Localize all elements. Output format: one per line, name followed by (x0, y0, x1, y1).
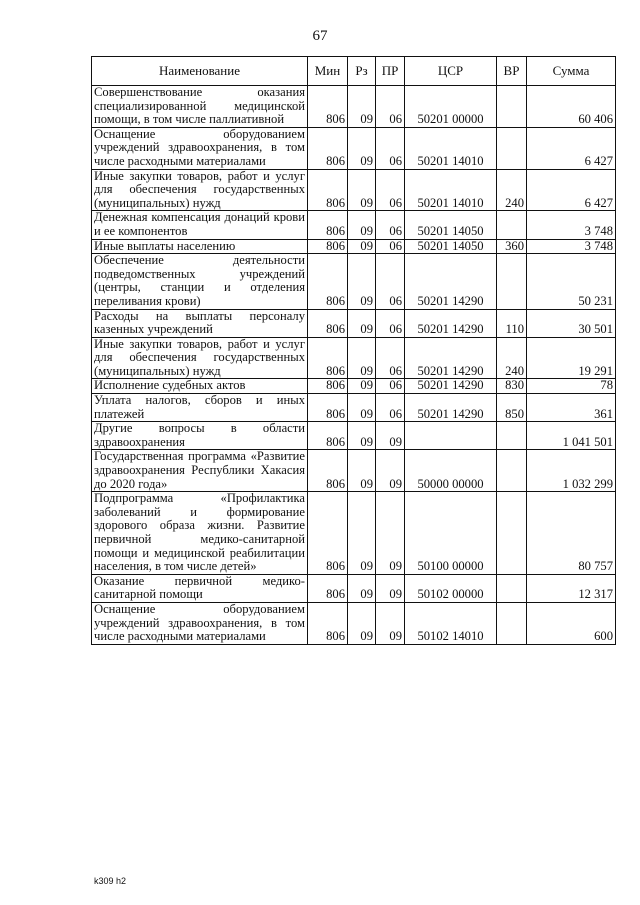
cell-name: Государственная программа «Развитие здравоохранения Республики Хакасия до 2020 года» (92, 450, 308, 492)
cell-vr (497, 422, 527, 450)
cell-min: 806 (308, 379, 348, 394)
header-sum: Сумма (527, 57, 616, 86)
cell-csr: 50201 14290 (405, 394, 497, 422)
cell-name: Оказание первичной медико-санитарной помощи (92, 574, 308, 602)
cell-name: Уплата налогов, сборов и иных платежей (92, 394, 308, 422)
cell-vr (497, 492, 527, 575)
cell-pr: 09 (376, 422, 405, 450)
table-body (92, 86, 616, 645)
cell-pr: 09 (376, 492, 405, 575)
cell-vr (497, 254, 527, 309)
cell-min: 806 (308, 602, 348, 644)
header-min: Мин (308, 57, 348, 86)
cell-sum: 19 291 (527, 337, 616, 379)
cell-rz: 09 (348, 450, 376, 492)
cell-min: 806 (308, 86, 348, 128)
cell-vr (497, 211, 527, 239)
cell-sum: 361 (527, 394, 616, 422)
cell-csr: 50201 14290 (405, 379, 497, 394)
table-row (92, 394, 616, 422)
cell-rz: 09 (348, 337, 376, 379)
cell-vr: 240 (497, 169, 527, 211)
header-vr: ВР (497, 57, 527, 86)
cell-csr: 50201 14290 (405, 309, 497, 337)
cell-sum: 50 231 (527, 254, 616, 309)
cell-pr: 06 (376, 169, 405, 211)
cell-sum: 80 757 (527, 492, 616, 575)
table-row (92, 574, 616, 602)
cell-sum: 1 041 501 (527, 422, 616, 450)
page-number: 67 (312, 28, 328, 44)
cell-rz: 09 (348, 422, 376, 450)
cell-csr (405, 422, 497, 450)
cell-pr: 09 (376, 574, 405, 602)
table-row (92, 86, 616, 128)
cell-min: 806 (308, 169, 348, 211)
cell-sum: 6 427 (527, 127, 616, 169)
cell-vr: 360 (497, 239, 527, 254)
cell-csr: 50201 14050 (405, 239, 497, 254)
cell-min: 806 (308, 127, 348, 169)
cell-min: 806 (308, 394, 348, 422)
cell-pr: 06 (376, 254, 405, 309)
cell-pr: 06 (376, 211, 405, 239)
cell-rz: 09 (348, 309, 376, 337)
table-header-row (92, 57, 616, 86)
cell-csr: 50201 14290 (405, 337, 497, 379)
cell-rz: 09 (348, 239, 376, 254)
cell-sum: 12 317 (527, 574, 616, 602)
header-pr: ПР (376, 57, 405, 86)
cell-vr: 830 (497, 379, 527, 394)
header-csr: ЦСР (405, 57, 497, 86)
cell-vr (497, 602, 527, 644)
cell-sum: 600 (527, 602, 616, 644)
cell-rz: 09 (348, 169, 376, 211)
cell-rz: 09 (348, 211, 376, 239)
cell-csr: 50201 14050 (405, 211, 497, 239)
cell-name: Подпрограмма «Профилактика заболеваний и формирование здорового образа жизни. Развитие первичной медико-санитарной помощи и медицинской реабилитации населения, в том числе детей» (92, 492, 308, 575)
cell-sum: 30 501 (527, 309, 616, 337)
cell-vr: 850 (497, 394, 527, 422)
cell-name: Оснащение оборудованием учреждений здравоохранения, в том числе расходными материалами (92, 127, 308, 169)
cell-sum: 3 748 (527, 211, 616, 239)
cell-name: Оснащение оборудованием учреждений здравоохранения, в том числе расходными материалами (92, 602, 308, 644)
cell-pr: 06 (376, 127, 405, 169)
cell-min: 806 (308, 309, 348, 337)
cell-pr: 09 (376, 602, 405, 644)
cell-name: Другие вопросы в области здравоохранения (92, 422, 308, 450)
table-row (92, 422, 616, 450)
cell-vr (497, 86, 527, 128)
cell-rz: 09 (348, 492, 376, 575)
cell-sum: 1 032 299 (527, 450, 616, 492)
cell-rz: 09 (348, 574, 376, 602)
cell-csr: 50100 00000 (405, 492, 497, 575)
table-row (92, 127, 616, 169)
cell-csr: 50201 14290 (405, 254, 497, 309)
table-row (92, 379, 616, 394)
cell-min: 806 (308, 211, 348, 239)
footer-code: k309 h2 (94, 876, 127, 886)
cell-sum: 3 748 (527, 239, 616, 254)
cell-vr (497, 127, 527, 169)
cell-pr: 06 (376, 239, 405, 254)
cell-csr: 50201 00000 (405, 86, 497, 128)
cell-pr: 09 (376, 450, 405, 492)
table-row (92, 309, 616, 337)
cell-vr: 240 (497, 337, 527, 379)
table-row (92, 337, 616, 379)
cell-pr: 06 (376, 394, 405, 422)
cell-min: 806 (308, 337, 348, 379)
cell-name: Исполнение судебных актов (92, 379, 308, 394)
header-name: Наименование (92, 57, 308, 86)
cell-name: Иные закупки товаров, работ и услуг для обеспечения государственных (муниципальных) нужд (92, 337, 308, 379)
cell-rz: 09 (348, 86, 376, 128)
table-row (92, 211, 616, 239)
cell-rz: 09 (348, 254, 376, 309)
cell-pr: 06 (376, 379, 405, 394)
cell-name: Расходы на выплаты персоналу казенных учреждений (92, 309, 308, 337)
cell-min: 806 (308, 254, 348, 309)
cell-min: 806 (308, 239, 348, 254)
cell-sum: 6 427 (527, 169, 616, 211)
table-row (92, 239, 616, 254)
cell-pr: 06 (376, 337, 405, 379)
budget-table (91, 56, 616, 645)
cell-vr (497, 574, 527, 602)
cell-sum: 78 (527, 379, 616, 394)
cell-rz: 09 (348, 602, 376, 644)
cell-pr: 06 (376, 309, 405, 337)
table-row (92, 169, 616, 211)
table-row (92, 254, 616, 309)
cell-csr: 50201 14010 (405, 127, 497, 169)
table-row (92, 492, 616, 575)
cell-vr (497, 450, 527, 492)
cell-rz: 09 (348, 379, 376, 394)
cell-name: Совершенствование оказания специализированной медицинской помощи, в том числе паллиативной (92, 86, 308, 128)
cell-name: Иные закупки товаров, работ и услуг для обеспечения государственных (муниципальных) нужд (92, 169, 308, 211)
cell-name: Иные выплаты населению (92, 239, 308, 254)
cell-name: Обеспечение деятельности подведомственных учреждений (центры, станции и отделения переливания крови) (92, 254, 308, 309)
cell-rz: 09 (348, 127, 376, 169)
cell-vr: 110 (497, 309, 527, 337)
cell-min: 806 (308, 422, 348, 450)
cell-csr: 50102 00000 (405, 574, 497, 602)
cell-min: 806 (308, 450, 348, 492)
cell-csr: 50201 14010 (405, 169, 497, 211)
table-row (92, 450, 616, 492)
cell-min: 806 (308, 574, 348, 602)
cell-pr: 06 (376, 86, 405, 128)
cell-csr: 50000 00000 (405, 450, 497, 492)
cell-csr: 50102 14010 (405, 602, 497, 644)
cell-name: Денежная компенсация донаций крови и ее компонентов (92, 211, 308, 239)
cell-min: 806 (308, 492, 348, 575)
table-row (92, 602, 616, 644)
header-rz: Рз (348, 57, 376, 86)
cell-sum: 60 406 (527, 86, 616, 128)
cell-rz: 09 (348, 394, 376, 422)
